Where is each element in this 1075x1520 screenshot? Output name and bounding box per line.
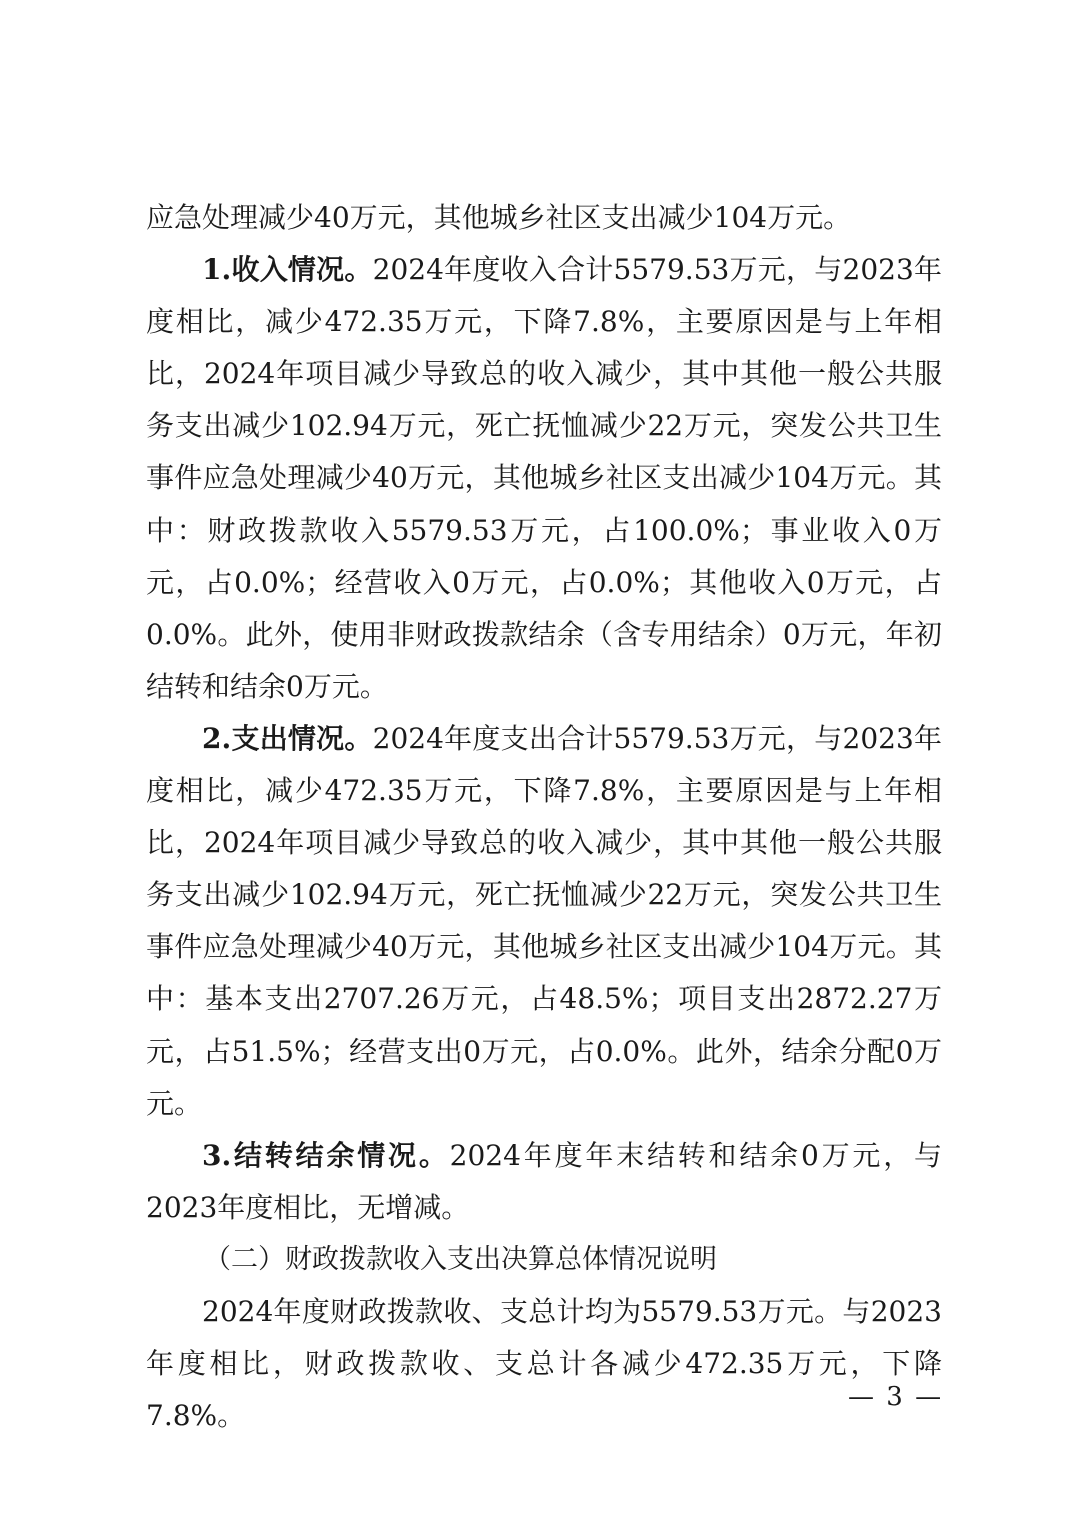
carryover-heading: 3.结转结余情况。 bbox=[202, 1138, 450, 1172]
paragraph-income bbox=[146, 244, 942, 713]
page-number: — 3 — bbox=[848, 1382, 944, 1412]
carryover-text: 2024年度年末结转和结余0万元，与2023年度相比，无增减。 bbox=[146, 1138, 943, 1224]
paragraph-expenditure bbox=[146, 713, 942, 1130]
expenditure-text: 2024年度支出合计5579.53万元，与2023年度相比，减少472.35万元，下降7.8%，主要原因是与上年相比，2024年项目减少导致总的收入减少，其中其他一般公共服务支出减少102.94万元，死亡抚恤减少22万元，突发公共卫生事件应急处理减少40万元，其他城乡社区支出减少104万元。其中：基本支出2707.26万元，占48.5%；项目支出2872.27万元，占51.5%；经营支出0万元，占0.0%。此外，结余分配0万元。 bbox=[146, 721, 942, 1120]
expenditure-heading: 2.支出情况。 bbox=[202, 721, 373, 755]
income-text: 2024年度收入合计5579.53万元，与2023年度相比，减少472.35万元，下降7.8%，主要原因是与上年相比，2024年项目减少导致总的收入减少，其中其他一般公共服务支出减少102.94万元，死亡抚恤减少22万元，突发公共卫生事件应急处理减少40万元，其他城乡社区支出减少104万元。其中：财政拨款收入5579.53万元，占100.0%；事业收入0万元，占0.0%；经营收入0万元，占0.0%；其他收入0万元，占0.0%。此外，使用非财政拨款结余（含专用结余）0万元，年初结转和结余0万元。 bbox=[146, 253, 942, 703]
paragraph-fiscal-summary: 2024年度财政拨款收、支总计均为5579.53万元。与2023年度相比，财政拨款收、支总计各减少472.35万元，下降7.8%。 bbox=[146, 1294, 942, 1433]
paragraph-carryover bbox=[146, 1130, 942, 1234]
paragraph-continuation: 应急处理减少40万元，其他城乡社区支出减少104万元。 bbox=[146, 201, 852, 234]
section-heading: （二）财政拨款收入支出决算总体情况说明 bbox=[204, 1243, 717, 1275]
income-heading: 1.收入情况。 bbox=[202, 253, 373, 287]
document-body bbox=[146, 192, 942, 1442]
